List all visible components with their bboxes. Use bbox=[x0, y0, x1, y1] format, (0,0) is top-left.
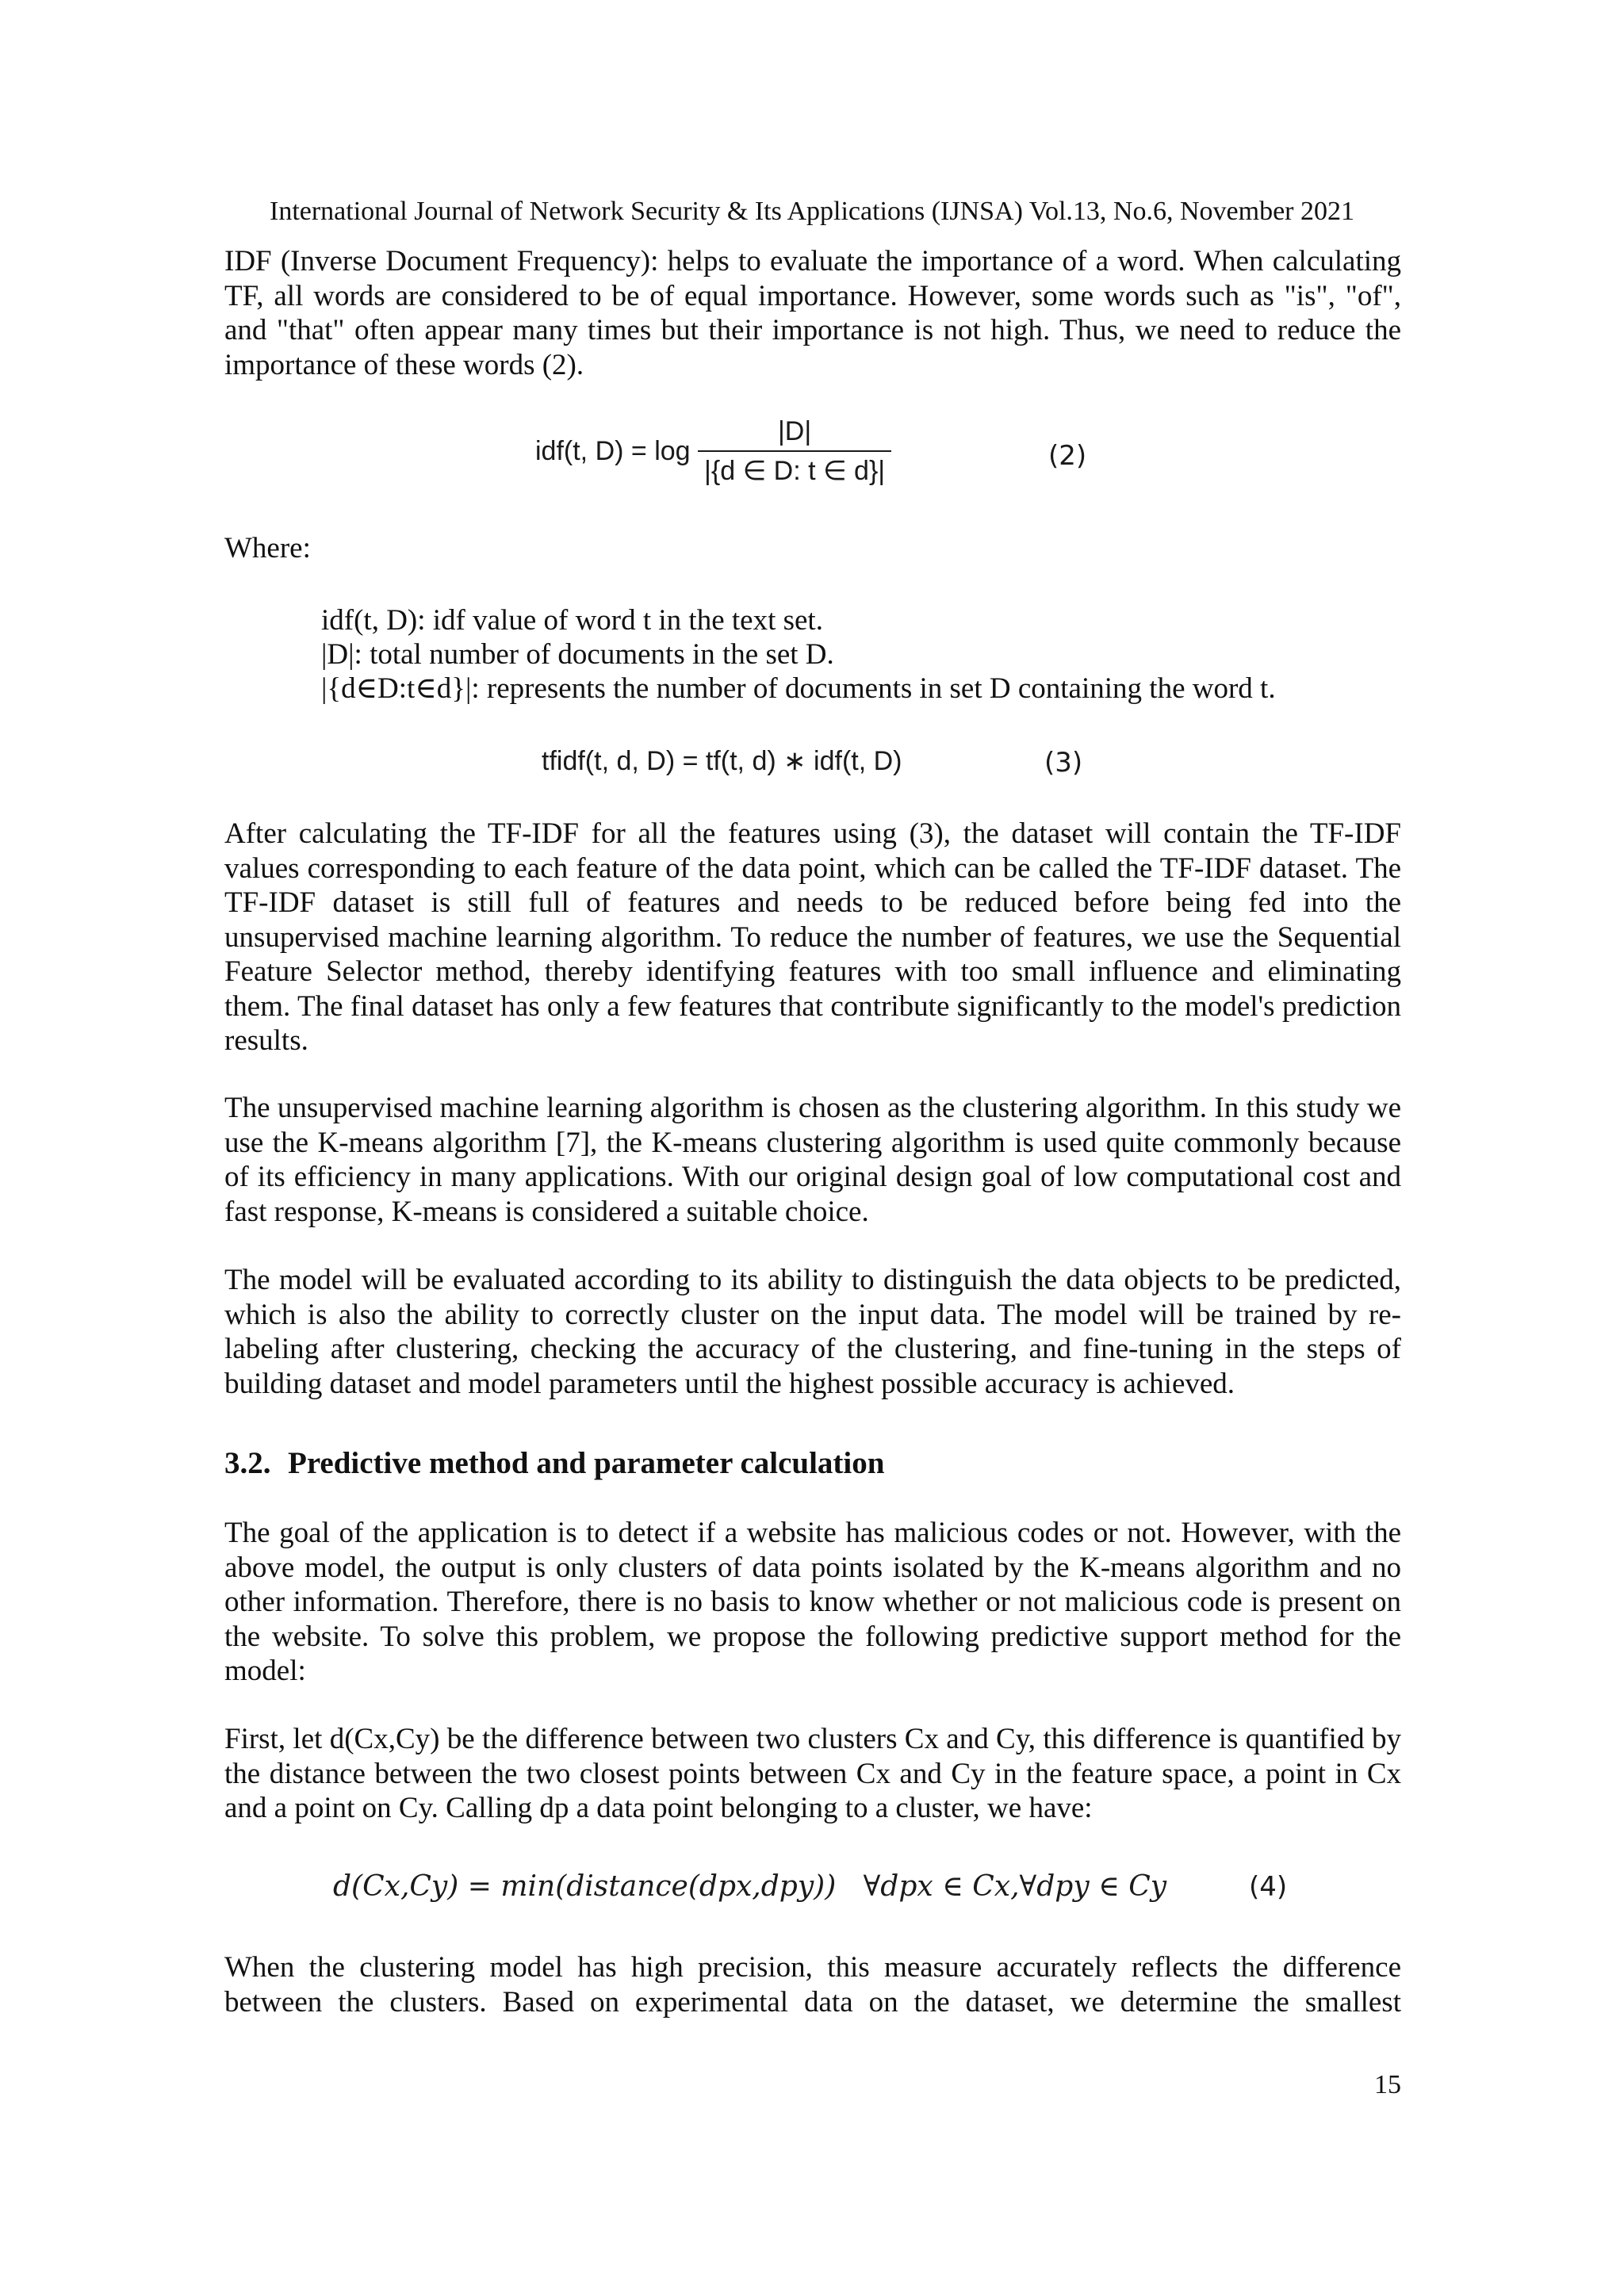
equation-2 bbox=[535, 416, 891, 487]
section-number: 3.2. bbox=[224, 1446, 271, 1480]
page-number: 15 bbox=[1374, 2070, 1401, 2099]
equation-2-denominator: |{d ∈ D: t ∈ d}| bbox=[698, 450, 891, 487]
paragraph-precision: When the clustering model has high precision, this measure accurately reflects the difference between the clusters. Based on experimental data on the dataset, we determine the smallest bbox=[224, 1951, 1401, 2019]
equation-2-number: (2) bbox=[1048, 440, 1087, 472]
paragraph-idf-intro bbox=[224, 244, 1401, 382]
equation-4-number: (4) bbox=[1249, 1871, 1288, 1903]
running-head: International Journal of Network Security & Its Applications (IJNSA) Vol.13, No.6, November 2021 bbox=[270, 197, 1354, 226]
paragraph-goal: The goal of the application is to detect if a website has malicious codes or not. However, with the above model, the output is only clusters of data points isolated by the K-means algorithm and no other information. Therefore, there is no basis to know whether or not malicious code is present on the website. To solve this problem, we propose the following predictive support method for the model: bbox=[224, 1517, 1401, 1687]
paragraph-evaluation: The model will be evaluated according to its ability to distinguish the data objects to be predicted, which is also the ability to correctly cluster on the input data. The model will be trained by re-labeling after clustering, checking the accuracy of the clustering, and fine-tuning in the steps of building dataset and model parameters until the highest possible accuracy is achieved. bbox=[224, 1264, 1401, 1400]
paragraph-idf-intro-text: IDF (Inverse Document Frequency): helps to evaluate the importance of a word. When calculating TF, all words are considered to be of equal importance. However, some words such as "is", "of", and "that" often appear many times but their importance is not high. Thus, we need to reduce the importance of these words (2). bbox=[224, 245, 1401, 381]
equation-3-number: (3) bbox=[1044, 747, 1083, 779]
equation-4 bbox=[333, 1869, 1166, 1903]
paragraph-kmeans: The unsupervised machine learning algorithm is chosen as the clustering algorithm. In this study we use the K-means algorithm [7], the K-means clustering algorithm is used quite commonly because of its efficiency in many applications. With our original design goal of low computational cost and fast response, K-means is considered a suitable choice. bbox=[224, 1092, 1401, 1228]
definition-set: |{d∈D:t∈d}|: represents the number of documents in set D containing the word t. bbox=[321, 672, 1276, 705]
definition-d: |D|: total number of documents in the set D. bbox=[321, 638, 834, 671]
where-label: Where: bbox=[224, 532, 311, 564]
definition-idf: idf(t, D): idf value of word t in the text set. bbox=[321, 604, 823, 637]
section-heading bbox=[224, 1445, 884, 1483]
equation-2-fraction bbox=[698, 416, 891, 487]
equation-3: tfidf(t, d, D) = tf(t, d) ∗ idf(t, D) bbox=[542, 746, 902, 776]
section-title: Predictive method and parameter calculation bbox=[288, 1446, 885, 1480]
paragraph-tfidf-dataset: After calculating the TF-IDF for all the features using (3), the dataset will contain the TF-IDF values corresponding to each feature of the data point, which can be called the TF-IDF dataset. The TF-IDF dataset is still full of features and needs to be reduced before being fed into the unsupervised machine learning algorithm. To reduce the number of features, we use the Sequential Feature Selector method, thereby identifying features with too small influence and eliminating them. The final dataset has only a few features that contribute significantly to the model's prediction results. bbox=[224, 817, 1401, 1057]
equation-2-numerator: |D| bbox=[777, 416, 812, 446]
equation-4-text: d(Cx,Cy) = min(distance(dpx,dpy)) ∀dpx ∈ Cx,∀dpy ∈ Cy bbox=[333, 1870, 1167, 1903]
paragraph-difference: First, let d(Cx,Cy) be the difference between two clusters Cx and Cy, this difference is quantified by the distance between the two closest points between Cx and Cy in the feature space, a point in Cx and a point on Cy. Calling dp a data point belonging to a cluster, we have: bbox=[224, 1723, 1401, 1824]
equation-2-lhs: idf(t, D) = log bbox=[535, 436, 691, 466]
